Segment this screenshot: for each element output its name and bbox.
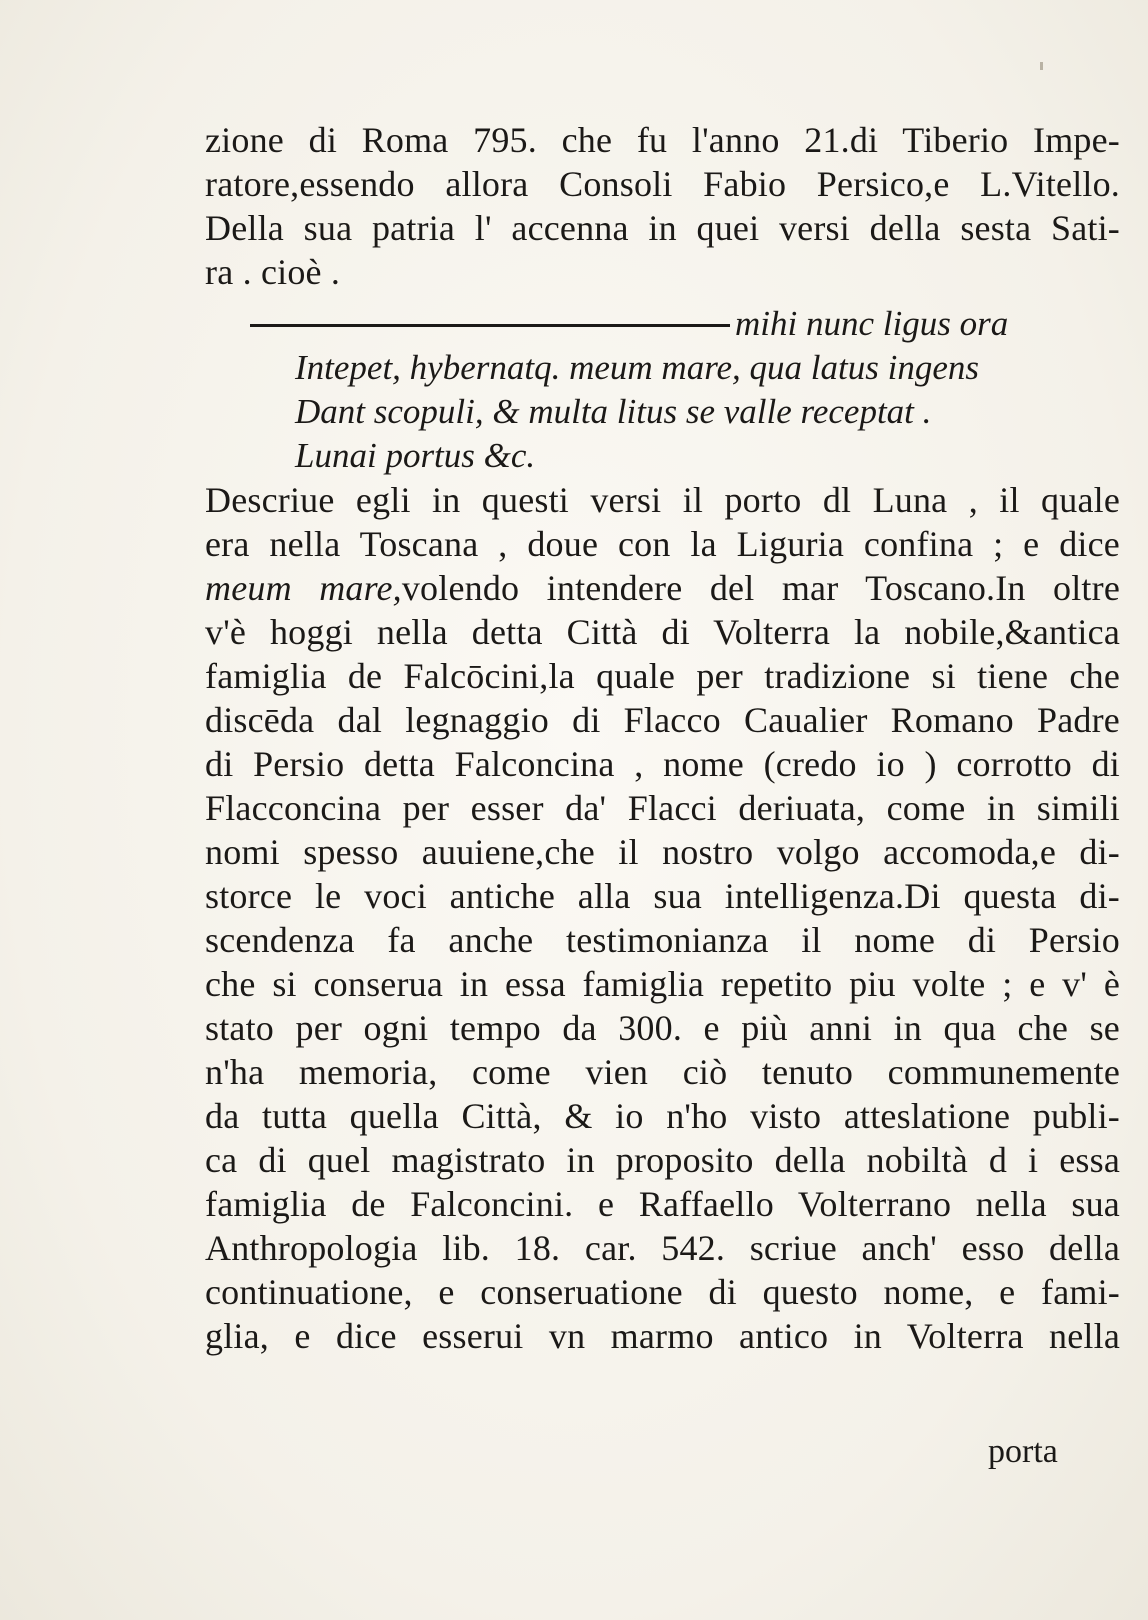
catchword: porta (988, 1433, 1058, 1470)
prose-line: discēda dal legnaggio di Flacco Caualier Romano Padre (205, 700, 1120, 740)
verse-first-line (205, 302, 1120, 346)
prose-line: Anthropologia lib. 18. car. 542. scriue anch' esso della (205, 1228, 1120, 1268)
italic-phrase: meum mare, (205, 568, 402, 608)
prose-line (205, 566, 1120, 610)
verse-line: Lunai portus &c. (295, 436, 536, 475)
prose-line: scendenza fa anche testimonianza il nome di Persio (205, 920, 1120, 960)
prose-line: nomi spesso auuiene,che il nostro volgo accomoda,e di- (205, 832, 1120, 872)
page-edge-mark (1040, 62, 1043, 70)
prose-line: n'ha memoria, come vien ciò tenuto communemente (205, 1052, 1120, 1092)
prose-line: ca di quel magistrato in proposito della nobiltà d i essa (205, 1140, 1120, 1180)
prose-line: zione di Roma 795. che fu l'anno 21.di Tiberio Impe- (205, 120, 1120, 160)
verse-line: Dant scopuli, & multa litus se valle receptat . (295, 392, 932, 431)
prose-line: ratore,essendo allora Consoli Fabio Persico,e L.Vitello. (205, 164, 1120, 204)
prose-line: Flacconcina per esser da' Flacci deriuata, come in simili (205, 788, 1120, 828)
prose-line: storce le voci antiche alla sua intelligenza.Di questa di- (205, 876, 1120, 916)
prose-line: ra . cioè . (205, 252, 341, 292)
text-block (205, 118, 1120, 1358)
prose-line: glia, e dice esserui vn marmo antico in Volterra nella (205, 1316, 1120, 1356)
prose-line: famiglia de Falcōcini,la quale per tradizione si tiene che (205, 656, 1120, 696)
prose-line: stato per ogni tempo da 300. e più anni in qua che se (205, 1008, 1120, 1048)
verse-quotation (205, 302, 1120, 478)
prose-line: da tutta quella Città, & io n'ho visto atteslatione publi- (205, 1096, 1120, 1136)
prose-line: Descriue egli in questi versi il porto dl Luna , il quale (205, 480, 1120, 520)
prose-line: v'è hoggi nella detta Città di Volterra la nobile,&antica (205, 612, 1120, 652)
verse-line: Intepet, hybernatq. meum mare, qua latus ingens (295, 348, 980, 387)
prose-line-rest: volendo intendere del mar Toscano.In oltre (401, 568, 1120, 608)
prose-line: Della sua patria l' accenna in quei versi della sesta Sati- (205, 208, 1120, 248)
prose-line: continuatione, e conseruatione di questo nome, e fami- (205, 1272, 1120, 1312)
verse-first-text: mihi nunc ligus ora (735, 304, 1009, 343)
verse-rule (250, 324, 730, 327)
prose-line: era nella Toscana , doue con la Liguria confina ; e dice (205, 524, 1120, 564)
prose-line: che si conserua in essa famiglia repetito piu volte ; e v' è (205, 964, 1120, 1004)
prose-line: famiglia de Falconcini. e Raffaello Volterrano nella sua (205, 1184, 1120, 1224)
prose-line: di Persio detta Falconcina , nome (credo io ) corrotto di (205, 744, 1120, 784)
